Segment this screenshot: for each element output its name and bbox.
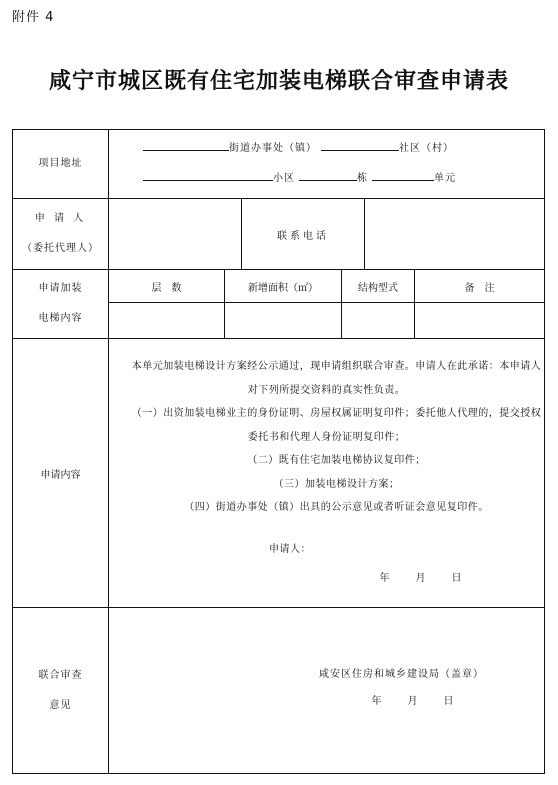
application-paragraph: （三）加装电梯设计方案； bbox=[273, 478, 400, 490]
area-header: 新增面积（㎡） bbox=[225, 270, 342, 303]
application-paragraph: （一）出资加装电梯业主的身份证明、房屋权属证明复印件；委托他人代理的，提交授权委托书和代理人身份证明复印件； bbox=[131, 408, 542, 443]
applicant-row bbox=[13, 199, 545, 270]
application-form-table bbox=[12, 129, 545, 774]
attachment-label: 附件 4 bbox=[12, 10, 55, 25]
xiaoqu-input[interactable] bbox=[143, 169, 273, 181]
application-label: 申请内容 bbox=[40, 469, 81, 481]
building-input[interactable] bbox=[299, 169, 357, 181]
address-label-cell bbox=[13, 130, 109, 199]
address-label: 项目地址 bbox=[38, 158, 83, 169]
address-line-2 bbox=[109, 164, 544, 194]
review-opinion-cell[interactable] bbox=[109, 608, 545, 774]
application-label-cell bbox=[13, 339, 109, 608]
phone-label: 联系电话 bbox=[277, 230, 329, 242]
unit-input[interactable] bbox=[372, 169, 434, 181]
area-value-cell[interactable] bbox=[225, 303, 342, 339]
remarks-header: 备 注 bbox=[415, 270, 545, 303]
application-row bbox=[13, 339, 545, 608]
review-date: 年 月 日 bbox=[371, 695, 456, 707]
applicant-label-cell bbox=[13, 199, 109, 270]
elevator-label-cell bbox=[13, 270, 109, 339]
structure-value-cell[interactable] bbox=[342, 303, 415, 339]
application-content-cell bbox=[109, 339, 545, 608]
review-label-line2: 意见 bbox=[49, 699, 72, 711]
form-title: 咸宁市城区既有住宅加装电梯联合审查申请表 bbox=[48, 68, 509, 94]
elevator-label-line2: 电梯内容 bbox=[38, 313, 83, 324]
phone-label-cell bbox=[242, 199, 365, 270]
xiaoqu-suffix: 小区 bbox=[273, 173, 295, 184]
review-organization: 咸安区住房和城乡建设局（盖章） bbox=[319, 668, 485, 680]
applicant-sublabel: （委托代理人） bbox=[22, 243, 99, 254]
applicant-signature-label: 申请人： bbox=[269, 543, 311, 555]
phone-value-cell[interactable] bbox=[365, 199, 545, 270]
community-suffix: 社区（村） bbox=[399, 143, 454, 154]
structure-header: 结构型式 bbox=[342, 270, 415, 303]
application-paragraph: （四）街道办事处（镇）出具的公示意见或者听证会意见复印件。 bbox=[184, 502, 489, 514]
review-label-line1: 联合审查 bbox=[38, 669, 83, 681]
application-date: 年 月 日 bbox=[379, 573, 464, 585]
review-label-cell bbox=[13, 608, 109, 774]
remarks-value-cell[interactable] bbox=[415, 303, 545, 339]
elevator-label-line1: 申请加装 bbox=[38, 283, 83, 294]
street-suffix: 街道办事处（镇） bbox=[229, 143, 317, 154]
floors-value-cell[interactable] bbox=[109, 303, 225, 339]
applicant-name-cell[interactable] bbox=[109, 199, 242, 270]
unit-suffix: 单元 bbox=[434, 173, 456, 184]
address-row bbox=[13, 130, 545, 199]
floors-header: 层 数 bbox=[109, 270, 225, 303]
building-suffix: 栋 bbox=[357, 173, 368, 184]
community-input[interactable] bbox=[321, 139, 399, 151]
elevator-header-row bbox=[13, 270, 545, 303]
application-paragraph: 本单元加装电梯设计方案经公示通过，现申请组织联合审查。申请人在此承诺：本申请人对下列所提交资料的真实性负责。 bbox=[131, 361, 542, 396]
review-row bbox=[13, 608, 545, 774]
address-line-1 bbox=[109, 134, 544, 164]
street-input[interactable] bbox=[143, 139, 229, 151]
applicant-label: 申 请 人 bbox=[34, 213, 87, 224]
application-paragraph: （二）既有住宅加装电梯协议复印件； bbox=[247, 455, 426, 467]
address-fields-cell bbox=[109, 130, 545, 199]
